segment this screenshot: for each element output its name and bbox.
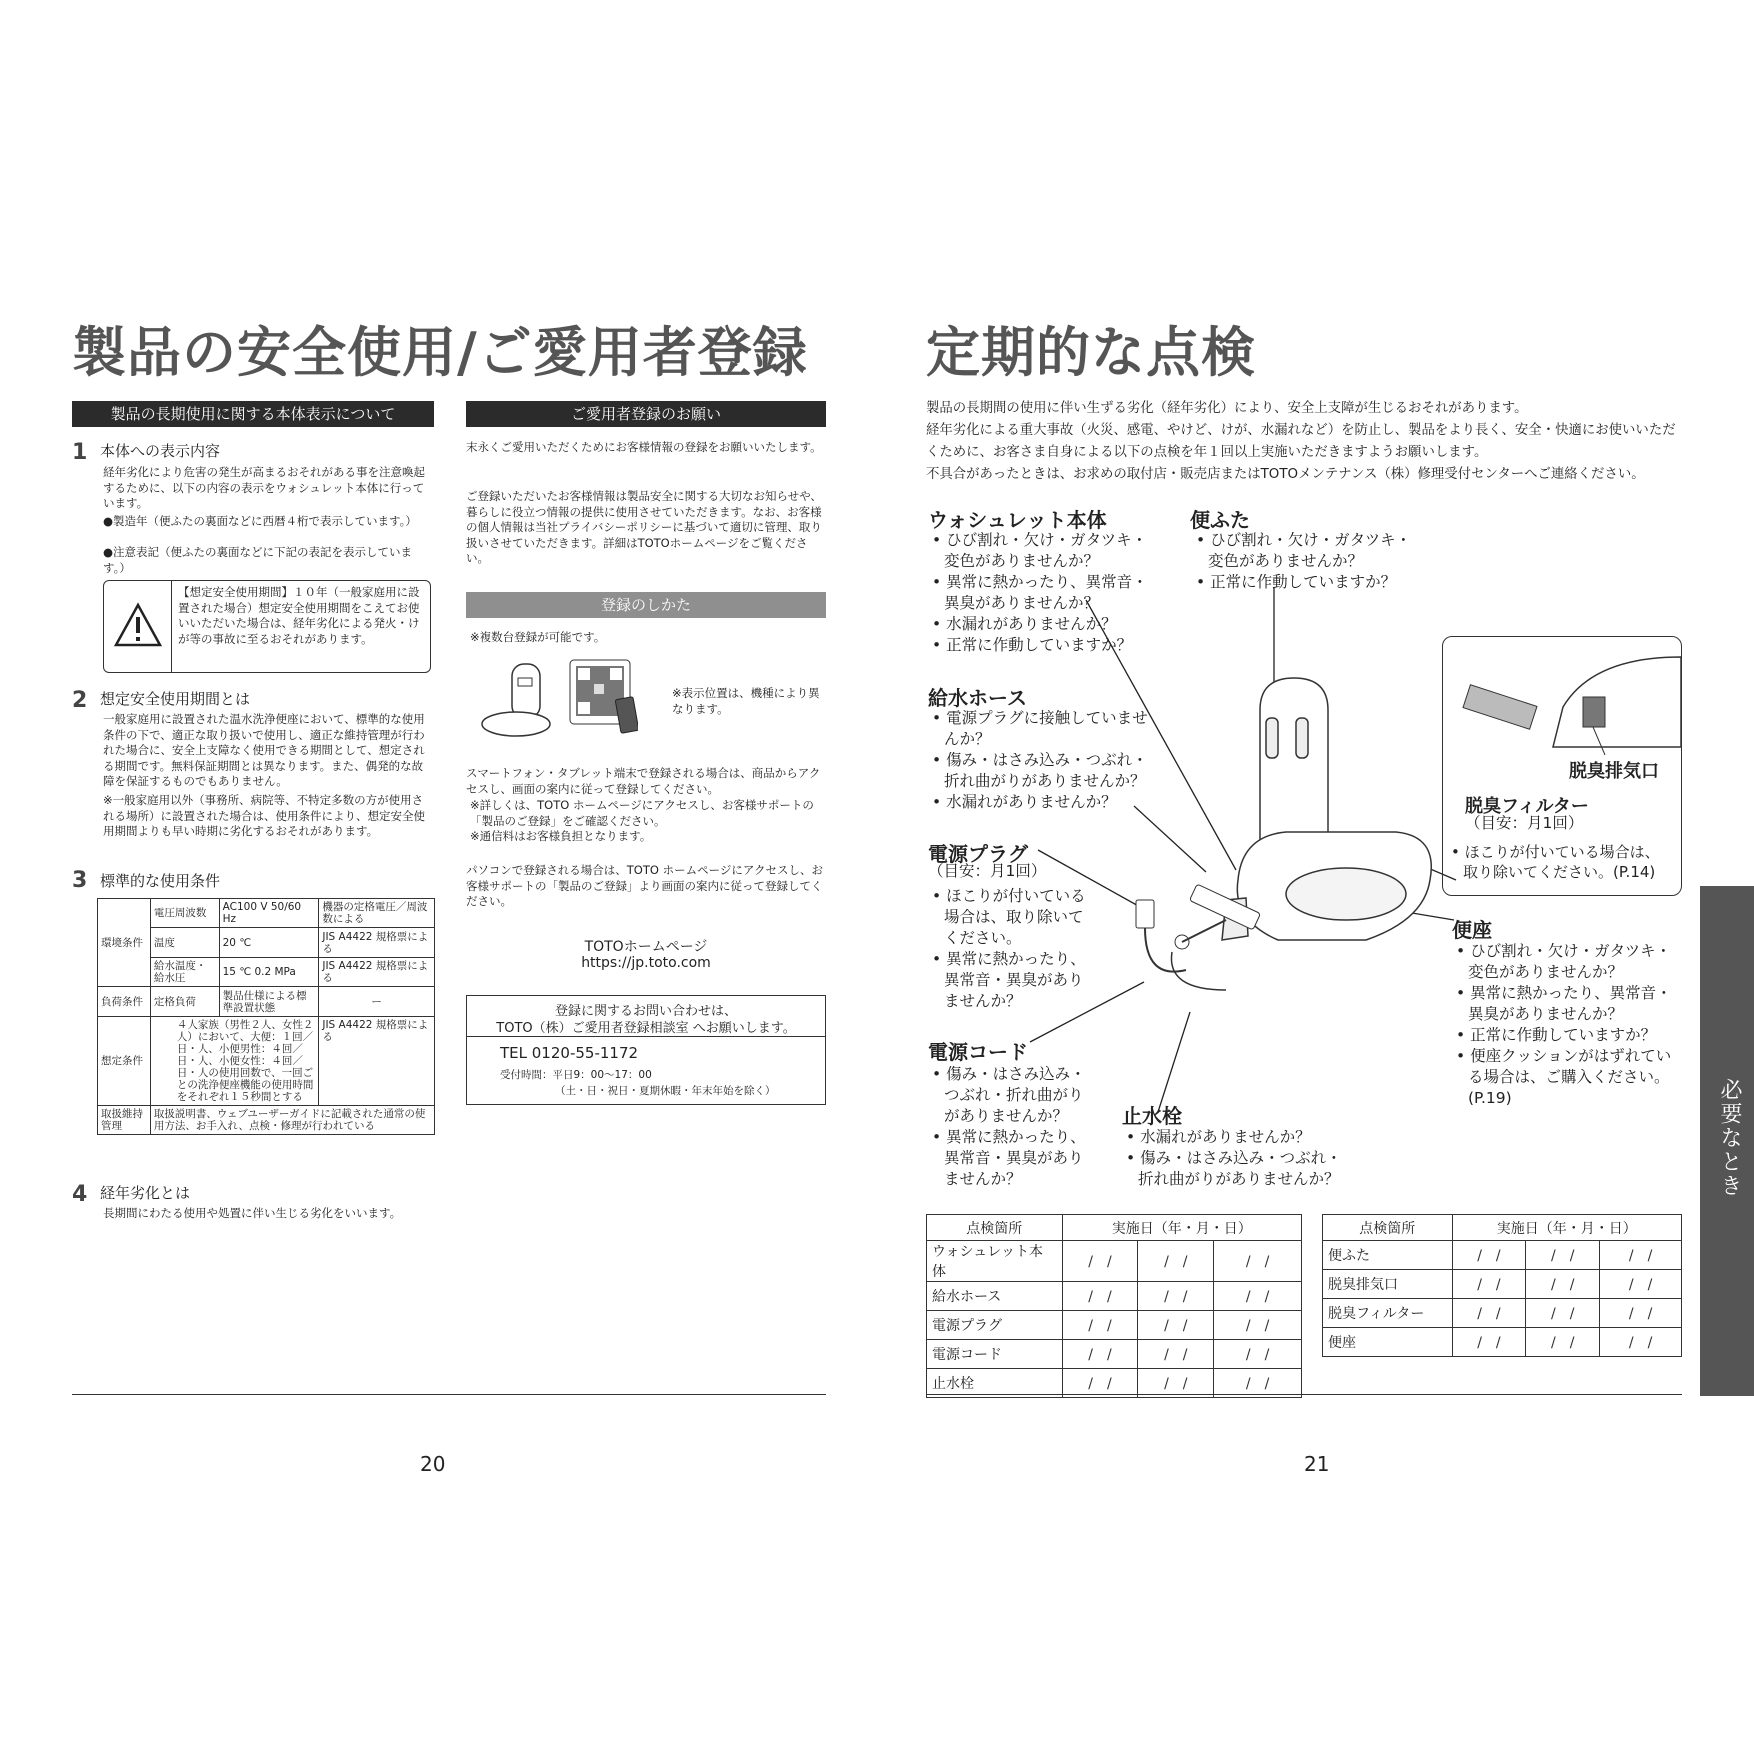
check-item: がありませんか？ <box>944 1107 1069 1125</box>
contact-box <box>466 995 826 1105</box>
table-header: 点検箇所 <box>927 1215 1063 1241</box>
lid-title: 便ふた <box>1190 508 1250 532</box>
seat-title: 便座 <box>1452 918 1492 942</box>
date-cell[interactable]: / / <box>1214 1282 1302 1311</box>
section-tab-label: 必要なとき <box>1717 1078 1742 1198</box>
intro-line-3: 不具合があったときは、お求めの取付店・販売店またはTOTOメンテナンス（株）修理受付センターへご連絡ください。 <box>926 467 1645 482</box>
section-2-body: 一般家庭用に設置された温水洗浄便座において、標準的な使用条件の下で、適正な取り扱いで使用し、適正な維持管理が行われた場合に、安全上支障なく使用できる期間として、想定される期間です。無料保証期間とは異なります。また、偶発的な故障を保証するものでもありません。 <box>103 712 425 788</box>
date-cell[interactable]: / / <box>1062 1340 1138 1369</box>
table-cell: ウォシュレット本体 <box>927 1241 1063 1282</box>
right-page-title: 定期的な点検 <box>926 321 1256 384</box>
date-cell[interactable]: / / <box>1600 1241 1682 1270</box>
table-cell: 便ふた <box>1323 1241 1453 1270</box>
check-item: ませんか？ <box>944 992 1022 1010</box>
date-cell[interactable]: / / <box>1214 1311 1302 1340</box>
closed-days: （土・日・祝日・夏期休暇・年末年始を除く） <box>555 1085 776 1097</box>
inspection-table-2 <box>1322 1214 1682 1357</box>
deodorizer-vent-label: 脱臭排気口 <box>1569 761 1659 782</box>
table-cell: 電源コード <box>927 1340 1063 1369</box>
table-cell: 製品仕様による標準設置状態 <box>219 987 319 1017</box>
check-item: • 異常に熱かったり、異常音・ <box>932 573 1148 591</box>
date-cell[interactable]: / / <box>1600 1328 1682 1357</box>
date-cell[interactable]: / / <box>1062 1241 1138 1282</box>
left-page-title: 製品の安全使用/ご愛用者登録 <box>72 321 808 384</box>
check-item: • ひび割れ・欠け・ガタツキ・ <box>932 531 1148 549</box>
date-cell[interactable]: / / <box>1214 1369 1302 1398</box>
date-cell[interactable]: / / <box>1452 1241 1526 1270</box>
section-1-bullet-2: ●注意表記（便ふたの裏面などに下記の表記を表示しています。） <box>103 545 413 575</box>
section-1-bullet-1: ●製造年（便ふたの裏面などに西暦４桁で表示しています。） <box>103 514 417 528</box>
check-item: 異臭がありませんか？ <box>1468 1005 1624 1023</box>
table-cell: 電源プラグ <box>927 1311 1063 1340</box>
warning-triangle-icon <box>104 581 172 672</box>
date-cell[interactable]: / / <box>1526 1299 1600 1328</box>
section-4-number: 4 <box>72 1182 88 1207</box>
check-item: ませんか？ <box>944 1170 1022 1188</box>
check-item: 折れ曲がりがありませんか？ <box>944 772 1146 790</box>
check-item: • 水漏れがありませんか？ <box>1126 1128 1311 1146</box>
registration-illustration <box>478 656 638 746</box>
date-cell[interactable]: / / <box>1452 1328 1526 1357</box>
table-row <box>98 899 435 928</box>
contact-line-1: 登録に関するお問い合わせは、 <box>554 1004 737 1019</box>
check-item: • 異常に熱かったり、異常音・ <box>1456 984 1672 1002</box>
table-row <box>1323 1215 1682 1241</box>
smartphone-icon <box>615 697 638 734</box>
date-cell[interactable]: / / <box>1062 1369 1138 1398</box>
water-hose-title: 給水ホース <box>928 686 1027 710</box>
page-number-21: 21 <box>1304 1452 1330 1476</box>
section-4-heading: 経年劣化とは <box>100 1184 191 1202</box>
multi-register-note: ※複数台登録が可能です。 <box>470 630 606 644</box>
check-item: • 電源プラグに接触していませ <box>932 709 1148 727</box>
check-item: • ほこりが付いている <box>932 887 1086 905</box>
registration-privacy: ご登録いただいたお客様情報は製品安全に関する大切なお知らせや、暮らしに役立つ情報の提供に使用させていただきます。なお、お客様の個人情報は当社プライバシーポリシーに基づいて適切に管理、取り扱いさせていただきます。詳細はTOTOホームページをご覧ください。 <box>466 489 822 565</box>
table-cell: JIS A4422 規格票による <box>319 958 435 987</box>
reception-hours: 受付時間：平日9：00〜17：00 <box>500 1069 652 1081</box>
table-header: 実施日（年・月・日） <box>1452 1215 1681 1241</box>
check-item: 場合は、取り除いて <box>944 908 1084 926</box>
date-cell[interactable]: / / <box>1062 1282 1138 1311</box>
date-cell[interactable]: / / <box>1214 1340 1302 1369</box>
date-cell[interactable]: / / <box>1452 1270 1526 1299</box>
check-item: 異臭がありませんか？ <box>944 594 1100 612</box>
warning-text: 【想定安全使用期間】１０年（一般家庭用に設置された場合）想定安全使用期間をこえてお使いいただいた場合は、経年劣化による発火・けが等の事故に至るおそれがあります。 <box>178 585 420 646</box>
date-cell[interactable]: / / <box>1526 1328 1600 1357</box>
table-row <box>1323 1241 1682 1270</box>
load-condition-label: 負荷条件 <box>98 987 151 1017</box>
section-1-heading: 本体への表示内容 <box>100 442 221 460</box>
page-number-20: 20 <box>420 1452 446 1476</box>
deodorizer-frequency: （目安：月1回） <box>1465 814 1584 832</box>
check-frequency: （目安：月1回） <box>928 862 1047 880</box>
section-2-number: 2 <box>72 688 88 713</box>
warning-label-box <box>103 580 431 673</box>
pc-instructions: パソコンで登録される場合は、TOTO ホームページにアクセスし、お客様サポートの「製品のご登録」より画面の案内に従って登録してください。 <box>466 863 823 908</box>
date-cell[interactable]: / / <box>1600 1270 1682 1299</box>
registration-header: ご愛用者登録のお願い <box>466 401 826 427</box>
smartphone-instructions: スマートフォン・タブレット端末で登録される場合は、商品からアクセスし、画面の案内に従って登録してください。 <box>466 766 821 796</box>
check-item: 異常音・異臭があり <box>944 1149 1084 1167</box>
section-2-heading: 想定安全使用期間とは <box>100 690 251 708</box>
check-item: • ひび割れ・欠け・ガタツキ・ <box>1196 531 1412 549</box>
section-3-number: 3 <box>72 868 88 893</box>
table-row <box>927 1311 1302 1340</box>
check-item: 取り除いてください。(P.14) <box>1463 863 1656 881</box>
section-2-note: ※一般家庭用以外（事務所、病院等、不特定多数の方が使用される場所）に設置された場合は、使用条件により、想定安全使用期間よりも早い時期に劣化するおそれがあります。 <box>103 793 425 838</box>
table-cell: ４人家族（男性２人、女性２人）において、大便：１回／日・人、小便男性：４回／日・人、小便女性：４回／日・人の使用回数で、一回ごとの洗浄便座機能の使用時間をそれぞれ１５秒間とする <box>150 1017 319 1106</box>
deodorizer-illustration <box>1443 637 1681 757</box>
deodorizer-filter-label: 脱臭フィルター <box>1465 796 1589 817</box>
section-1-body: 経年劣化により危害の発生が高まるおそれがある事を注意喚起するために、以下の内容の表示をウォシュレット本体に行っています。 <box>103 465 425 510</box>
check-item: つぶれ・折れ曲がり <box>944 1086 1084 1104</box>
table-cell: 20 ℃ <box>219 928 319 958</box>
power-cord-title: 電源コード <box>928 1040 1028 1064</box>
check-item: • 正常に作動していますか？ <box>932 636 1133 654</box>
table-row <box>1323 1328 1682 1357</box>
intro-line-2: 経年劣化による重大事故（火災、感電、やけど、けが、水漏れなど）を防止し、製品をより長く、安全・快適にお使いいただくために、お客さま自身による以下の点検を年１回以上実施いただきますようお願いします。 <box>926 423 1676 460</box>
check-item: • 傷み・はさみ込み・ <box>932 1065 1086 1083</box>
table-cell: 給水温度・給水圧 <box>150 958 219 987</box>
usage-conditions-table <box>97 898 435 1135</box>
table-cell: AC100 V 50/60 Hz <box>219 899 319 928</box>
assumed-condition-label: 想定条件 <box>98 1017 151 1106</box>
right-footer-rule <box>926 1394 1682 1395</box>
check-item: • ひび割れ・欠け・ガタツキ・ <box>1456 942 1672 960</box>
date-cell[interactable]: / / <box>1138 1311 1214 1340</box>
check-item: 異常音・異臭があり <box>944 971 1084 989</box>
table-row <box>98 1106 435 1135</box>
check-item: • 水漏れがありませんか？ <box>932 615 1117 633</box>
power-plug-title: 電源プラグ <box>928 842 1028 866</box>
check-item: ください。 <box>944 929 1022 947</box>
table-cell: 機器の定格電圧／周波数による <box>319 899 435 928</box>
date-cell[interactable]: / / <box>1214 1241 1302 1282</box>
check-item: 折れ曲がりがありませんか？ <box>1138 1170 1340 1188</box>
table-cell: 取扱説明書、ウェブユーザーガイドに記載された通常の使用方法、お手入れ、点検・修理が行われている <box>150 1106 434 1135</box>
homepage-label: TOTOホームページ <box>584 939 708 955</box>
table-cell: JIS A4422 規格票による <box>319 1017 435 1106</box>
table-row <box>927 1282 1302 1311</box>
table-cell: ー <box>319 987 435 1017</box>
water-valve-icon <box>1171 920 1226 990</box>
date-cell[interactable]: / / <box>1138 1340 1214 1369</box>
check-item: • 正常に作動していますか？ <box>1196 573 1397 591</box>
long-term-header: 製品の長期使用に関する本体表示について <box>72 401 434 427</box>
date-cell[interactable]: / / <box>1138 1241 1214 1282</box>
date-cell[interactable]: / / <box>1138 1282 1214 1311</box>
left-footer-rule <box>72 1394 826 1395</box>
check-item: んか？ <box>944 730 991 748</box>
check-item: • 傷み・はさみ込み・つぶれ・ <box>1126 1149 1342 1167</box>
toilet-body-icon <box>1222 678 1431 940</box>
check-item: • 傷み・はさみ込み・つぶれ・ <box>932 751 1148 769</box>
date-cell[interactable]: / / <box>1452 1299 1526 1328</box>
how-to-register-header: 登録のしかた <box>466 592 826 618</box>
position-note: ※表示位置は、機種により異なります。 <box>672 686 820 716</box>
table-header: 点検箇所 <box>1323 1215 1453 1241</box>
table-row <box>98 1017 435 1106</box>
table-cell: 温度 <box>150 928 219 958</box>
section-4-body: 長期間にわたる使用や処置に伴い生じる劣化をいいます。 <box>103 1206 402 1220</box>
homepage-url[interactable]: https://jp.toto.com <box>581 955 711 971</box>
check-item: 変色がありませんか？ <box>944 552 1100 570</box>
env-condition-label: 環境条件 <box>98 899 151 987</box>
check-item: • 異常に熱かったり、 <box>932 950 1086 968</box>
table-row <box>927 1215 1302 1241</box>
check-item: • 便座クッションがはずれてい <box>1456 1047 1672 1065</box>
table-cell: 15 ℃ 0.2 MPa <box>219 958 319 987</box>
tel-number: TEL 0120-55-1172 <box>500 1044 639 1062</box>
deodorizer-box <box>1442 636 1682 896</box>
stop-valve-title: 止水栓 <box>1122 1104 1182 1128</box>
intro-line-1: 製品の長期間の使用に伴い生ずる劣化（経年劣化）により、安全上支障が生じるおそれがあります。 <box>926 401 1528 416</box>
warning-icon-cell <box>104 581 172 672</box>
fee-note: ※通信料はお客様負担となります。 <box>470 829 652 843</box>
table-cell: 定格負荷 <box>150 987 219 1017</box>
date-cell[interactable]: / / <box>1526 1270 1600 1299</box>
date-cell[interactable]: / / <box>1600 1299 1682 1328</box>
table-row <box>927 1241 1302 1282</box>
inspection-table-1 <box>926 1214 1302 1398</box>
table-header: 実施日（年・月・日） <box>1062 1215 1301 1241</box>
details-note: ※詳しくは、TOTO ホームページにアクセスし、お客様サポートの「製品のご登録」をご確認ください。 <box>470 798 814 828</box>
maintenance-label: 取扱維持管理 <box>98 1106 151 1135</box>
table-row <box>1323 1299 1682 1328</box>
table-cell: 便座 <box>1323 1328 1453 1357</box>
check-item: る場合は、ご購入ください。 <box>1468 1068 1670 1086</box>
table-row <box>1323 1270 1682 1299</box>
check-item: 変色がありませんか？ <box>1468 963 1624 981</box>
washlet-body-title: ウォシュレット本体 <box>928 508 1107 532</box>
table-row <box>98 987 435 1017</box>
check-item: • 正常に作動していますか？ <box>1456 1026 1657 1044</box>
check-item: (P.19) <box>1468 1089 1512 1107</box>
table-cell: 脱臭排気口 <box>1323 1270 1453 1299</box>
table-cell: JIS A4422 規格票による <box>319 928 435 958</box>
registration-intro: 末永くご愛用いただくためにお客様情報の登録をお願いいたします。 <box>466 440 822 454</box>
date-cell[interactable]: / / <box>1062 1311 1138 1340</box>
check-item: 変色がありませんか？ <box>1208 552 1364 570</box>
check-item: • 異常に熱かったり、 <box>932 1128 1086 1146</box>
table-cell: 脱臭フィルター <box>1323 1299 1453 1328</box>
section-3-heading: 標準的な使用条件 <box>100 872 221 890</box>
check-item: • 水漏れがありませんか？ <box>932 793 1117 811</box>
table-cell: 止水栓 <box>927 1369 1063 1398</box>
table-cell: 電圧周波数 <box>150 899 219 928</box>
check-item: • ほこりが付いている場合は、 <box>1451 843 1660 861</box>
table-row <box>927 1340 1302 1369</box>
table-cell: 給水ホース <box>927 1282 1063 1311</box>
section-1-number: 1 <box>72 440 88 465</box>
date-cell[interactable]: / / <box>1138 1369 1214 1398</box>
date-cell[interactable]: / / <box>1526 1241 1600 1270</box>
contact-line-2: TOTO（株）ご愛用者登録相談室 へお願いします。 <box>467 1017 825 1037</box>
toilet-icon <box>482 664 550 736</box>
section-tab <box>1700 886 1754 1396</box>
